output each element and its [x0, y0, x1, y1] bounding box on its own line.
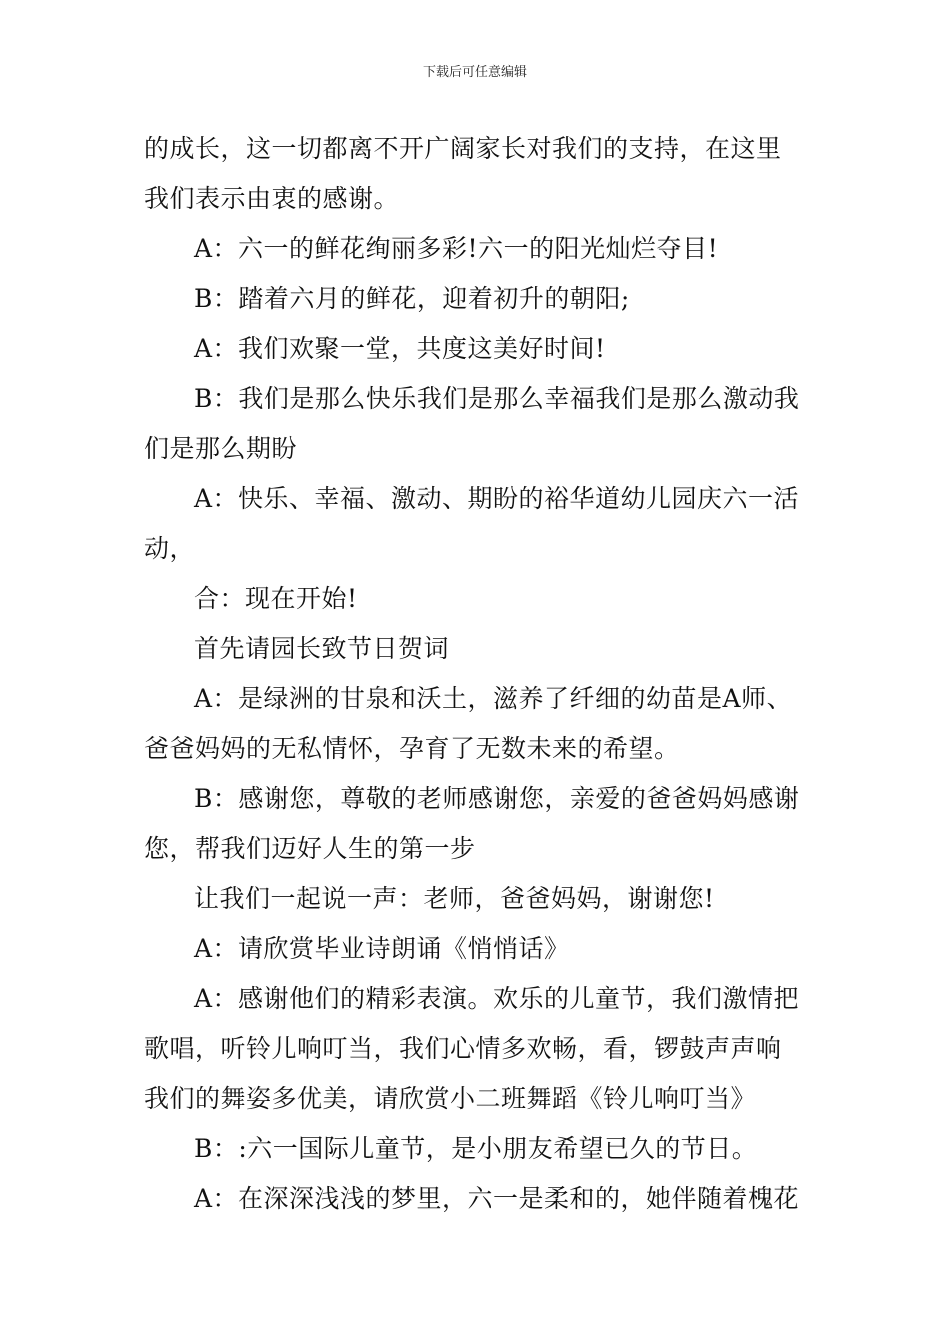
text-line: 们是那么期盼 — [144, 434, 298, 463]
text-line: 动， — [144, 534, 196, 563]
text-line: 我们的舞姿多优美，请欣赏小二班舞蹈《铃儿响叮当》 — [144, 1084, 757, 1113]
text-line: 合：现在开始! — [194, 584, 358, 613]
text-line: B：我们是那么快乐我们是那么幸福我们是那么激动我 — [194, 384, 800, 413]
page-header: 下载后可任意编辑 — [422, 65, 527, 80]
text-line: A：在深深浅浅的梦里，六一是柔和的，她伴随着槐花 — [194, 1184, 800, 1213]
text-line: 您，帮我们迈好人生的第一步 — [144, 834, 476, 863]
text-line: 让我们一起说一声：老师，爸爸妈妈，谢谢您! — [194, 884, 715, 913]
text-line: 歌唱，听铃儿响叮当，我们心情多欢畅，看，锣鼓声声响 — [144, 1034, 782, 1063]
text-line: A：是绿洲的甘泉和沃土，滋养了纤细的幼苗是A师、 — [194, 684, 793, 713]
text-line: A：请欣赏毕业诗朗诵《悄悄话》 — [194, 934, 570, 963]
document-body — [144, 124, 808, 1224]
text-line: A：六一的鲜花绚丽多彩!六一的阳光灿烂夺目! — [194, 234, 719, 263]
text-line: 爸爸妈妈的无私情怀，孕育了无数未来的希望。 — [144, 734, 680, 763]
text-line: A：快乐、幸福、激动、期盼的裕华道幼儿园庆六一活 — [194, 484, 800, 513]
text-line: 首先请园长致节日贺词 — [194, 634, 450, 663]
text-line: A：感谢他们的精彩表演。欢乐的儿童节，我们激情把 — [194, 984, 800, 1013]
text-line: B：感谢您，尊敬的老师感谢您，亲爱的爸爸妈妈感谢 — [194, 784, 800, 813]
text-line: 的成长，这一切都离不开广阔家长对我们的支持，在这里 — [144, 134, 782, 163]
text-line: 我们表示由衷的感谢。 — [144, 184, 400, 213]
text-line: A：我们欢聚一堂，共度这美好时间! — [194, 334, 606, 363]
text-line: B：踏着六月的鲜花，迎着初升的朝阳; — [194, 284, 630, 313]
text-line: B：:六一国际儿童节，是小朋友希望已久的节日。 — [194, 1134, 758, 1163]
